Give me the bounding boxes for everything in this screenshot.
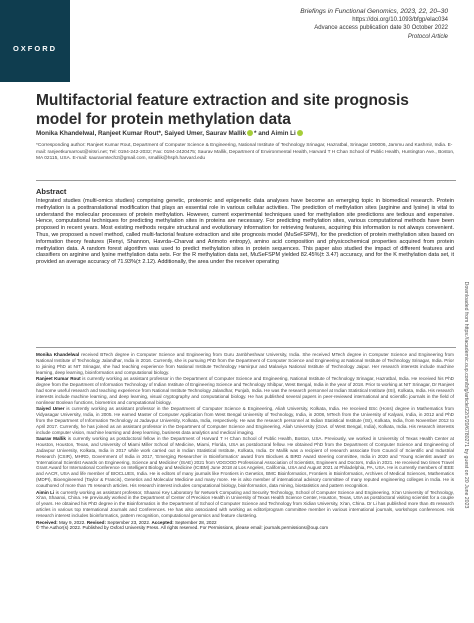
section-divider xyxy=(36,180,456,181)
advance-access-date: Advance access publication date 30 October 2022 xyxy=(314,25,448,32)
corresponding-author-note: *Corresponding author: Ranjeet Kumar Rout, Department of Computer Science & Engineering, National Institute of Technology Srinagar, Hazratbal, Srinagar 190006, Jammu and Kashmir, India. E-mail: ranjeetkumarrout@nitsri.net; Tel: 0194-242-2032; Fax: 0194-2420475; Saurav Mallik, Department of Environmental Health, Harvard T H Chan School of Public Health, Huntington Ave., Boston, MA 02115, USA. E-mail: sauravmtech2@gmail.com, smallik@hsph.harvard.edu xyxy=(36,143,455,161)
publisher-logo-text: OXFORD xyxy=(12,44,58,53)
orcid-icon[interactable] xyxy=(247,130,253,136)
bio-text: is currently working as assistant professor, Shaanxi Key Laboratory for Network Computing and Security Technology, School of Computer Science and Engineering, Xi'an University of Technology, Xi'an, Shaanxi, China. He previously worked in the Department of Center of Precision Health in University of Texas Health Science Center, Houston, Texas, USA as postdoctoral visiting scientist for a couple of years. He obtained his PhD degree in the Bioinformatics in the Department of School of Computer Science and Technology from Xidian University, Xi'an, China. Dr Li has published more than 45 research articles in various top International Journals and Conferences. He has also associated with working as editor/program committee member in various international journals, workshops conferences. His research interest includes bioinformatics, pattern recognition, computational genomics and feature clustering. xyxy=(36,489,454,518)
doi-link[interactable]: https://doi.org/10.1093/bfgp/elac034 xyxy=(352,17,448,24)
author-name[interactable]: Saurav Mallik xyxy=(205,130,246,137)
bio-text: is currently working as assistant professor in the Department of Computer Science and Engineering, National Institute of Technology Srinagar, Hazratbal, India. He received his PhD degree from the Department of Information Technology of Indian Institute of Engineering Science and Technology Shibpur, West Bengal, India in the year of 2018. Prior to working at NIT Srinagar, Dr Ranjeet had some useful research and teaching experience from National Institute Technology Jalandhar, Punjab, India. He was the research personnel at Indian Statistical Institute (ISI), Kolkata, India. His research interests include machine learning, and deep learning, visual cryptography and computational biology. He has published several papers in peer-reviewed international and scientific journals in the field of nonlinear Boolean functions, biometrics and computational biology. xyxy=(36,376,454,405)
author-name[interactable]: Aimin Li xyxy=(270,130,296,137)
author-separator: , xyxy=(160,130,165,137)
bio-author-name: Saurav Mallik xyxy=(36,436,66,442)
bio-text: is currently working as postdoctoral fellow in the Department of Harvard T H Chan School of Public Health, Boston, USA. Previously, we worked in University of Texas Health Center at Houston, Houston, Texas, and University of Miami Miller School of Medicine, Miami, Florida, USA as postdoctoral fellow. He obtained PhD from the Department of Computer Science and Engineering of Jadavpur University, Kolkata, India in 2017 while work carried out in Indian Statistical Institute, Kolkata, India. Dr Mallik was a recipient of research associate from Council of Scientific and Industrial Research (CSIR), MHRD, Government of India in 2017, 'Emerging Researcher in Bioinformatics' award from Bioclues & BIRD Award steering committee, India in 2020 and 'Young scientist award' on 'International Scientist Awards on Engineering, Science and Medicine' (ISAE) 2021 from VDGOOD Professional Association of Scientists, Engineers and Doctors, India in 2021. He received two times Travel Grant Award for International Conference on Intelligent Biology and Medicine (ICIBM) June 2018 at Los Angeles, California, USA and August 2021 at Philadelphia, PA, USA. He is currently members of IEEE and AACR, USA and life member of BIOCLUES, India. He is editors of many journals like Frontiers in Genetics, BMC Bioinformatics, Frontiers in Bioinformatics, Archives of Medical Sciences, Mathematics (MDPI), Bioengineered (Taylor & Francis), Genetics and Molecular Medicine and many more. He is also member of international advisory committee of many reputed engineering colleges in India. He is coauthored of more than 75 research articles. His research interest includes computational biology, bioinformatics, data mining, biostatistics and pattern recognition. xyxy=(36,436,454,488)
revised-label: Revised: xyxy=(86,519,106,525)
accepted-date: September 28, 2022 xyxy=(174,519,217,525)
bio-author-name: Saiyed Umer xyxy=(36,406,65,412)
bio-text: is currently working as assistant professor in the Department of Computer Science & Engineering, Aliah University, Kolkata, India. He received BSc (Hons) degree in Mathematics from Vidyasagar University, India, in 2005. He earned Master of Computer Application from West Bengal University of Technology, India, in 2008, MTech from the University of Kalyani, India, in 2012 and PhD from the Department of Information Technology at Jadavpur University, Kolkata, India, respectively. He was the research personnel at Indian Statistical Institute (ISI), Kolkata, India, from November 2012 to April 2017. Currently, he has joined as an assistant professor in the Department of Computer Science and Engineering, Aliah University (Govt. of West Bengal, India), Kolkata, India. His research interests include computer vision, machine learning and deep learning, business data analytics and medical imaging. xyxy=(36,406,454,435)
accepted-label: Accepted: xyxy=(151,519,174,525)
journal-name[interactable]: Briefings in Functional Genomics, 2023, 22, 20–30 xyxy=(300,8,448,15)
publisher-logo xyxy=(0,0,70,82)
author-name[interactable]: Monika Khandelwal xyxy=(36,130,95,137)
author-separator: * and xyxy=(254,130,271,137)
author-biographies xyxy=(36,352,454,531)
paper-type: Protocol Article xyxy=(407,33,448,40)
author-name[interactable]: Saiyed Umer xyxy=(164,130,203,137)
section-divider xyxy=(36,347,456,348)
received-date: May 9, 2022. xyxy=(59,519,86,525)
download-watermark: Downloaded from https://academic.oup.com/bfg/article/22/1/20/6780271 by guest on 20 June 2023 xyxy=(463,281,469,509)
bio-author-name: Aimin Li xyxy=(36,489,55,495)
paper-title: Multifactorial feature extraction and site prognosis model for protein methylation data xyxy=(36,92,409,128)
author-separator: , xyxy=(94,130,98,137)
journal-info xyxy=(300,8,448,41)
bio-text: received BTech degree in Computer Science and Engineering from Guru Jambheshwar University, India. She received MTech degree in Computer Science and Engineering from National Institute of Technology Jalandhar, India in 2016. Currently, she is pursuing PhD from the Department of Computer Science and Engineering at National Institute of Technology Srinagar, India. Prior to joining PhD at NIT Srinagar, she had teaching experience from National Institute Technology Hamirpur and Malaviya National Institute of Technology Jaipur. Her research interests include machine learning, deep learning, bioinformatics and computational biology. xyxy=(36,352,454,375)
author-bio xyxy=(36,376,454,405)
abstract-heading: Abstract xyxy=(36,187,67,196)
author-bio xyxy=(36,406,454,435)
author-bio xyxy=(36,490,454,519)
orcid-icon[interactable] xyxy=(297,130,303,136)
author-name[interactable]: Ranjeet Kumar Rout* xyxy=(97,130,161,137)
author-bio xyxy=(36,436,454,489)
author-bio xyxy=(36,352,454,375)
author-separator: , xyxy=(202,130,206,137)
received-label: Received: xyxy=(36,519,58,525)
abstract-text: Integrated studies (multi-omics studies) comprising genetic, proteomic and epigenetic data analyses have become an emerging topic in biomedical research. Protein methylation is a posttranslational modification that plays an essential role in various cellular activities. The prediction of methylation sites (arginine and lysine) is vital to understand the molecular processes of protein methylation. However, current experimental techniques used for methylation site predictions are tedious and expensive. Hence, computational techniques for predicting methylation sites in proteins are necessary. For predicting methylation sites, various computational methods have been proposed in recent years. Most existing methods require structural and evolutionary information for retrieving features, acquiring this information is not always convenient. Thus, we proposed a novel method, called multi-factorial feature extraction and site prognosis model (MuSeFSPM), for the prediction of protein methylation sites based on information theory features (Renyi, Shannon, Havrda–Charvat and Arimoto entropy), amino acid composition and physicochemical properties acquired from protein methylation data. A random forest algorithm was used to predict methylation sites in protein sequences. This paper also studied the impact of different features and classifiers on arginine and lysine methylation data sets. For the R methylation data set, MuSeFSPM yielded 82.45%(± 3.47) accuracy, and for the K methylation data set, it provided an average accuracy of 71.93%(± 2.12). Additionally, the area under the receiver operating xyxy=(36,198,454,266)
author-list xyxy=(36,130,456,137)
copyright-notice: © The Author(s) 2022. Published by Oxford University Press. All rights reserved. For Permissions, please email: journals.permissions@oup.com xyxy=(36,525,329,531)
revised-date: September 23, 2022. xyxy=(107,519,151,525)
bio-author-name: Monika Khandelwal xyxy=(36,352,80,357)
bio-author-name: Ranjeet Kumar Rout xyxy=(36,376,81,382)
